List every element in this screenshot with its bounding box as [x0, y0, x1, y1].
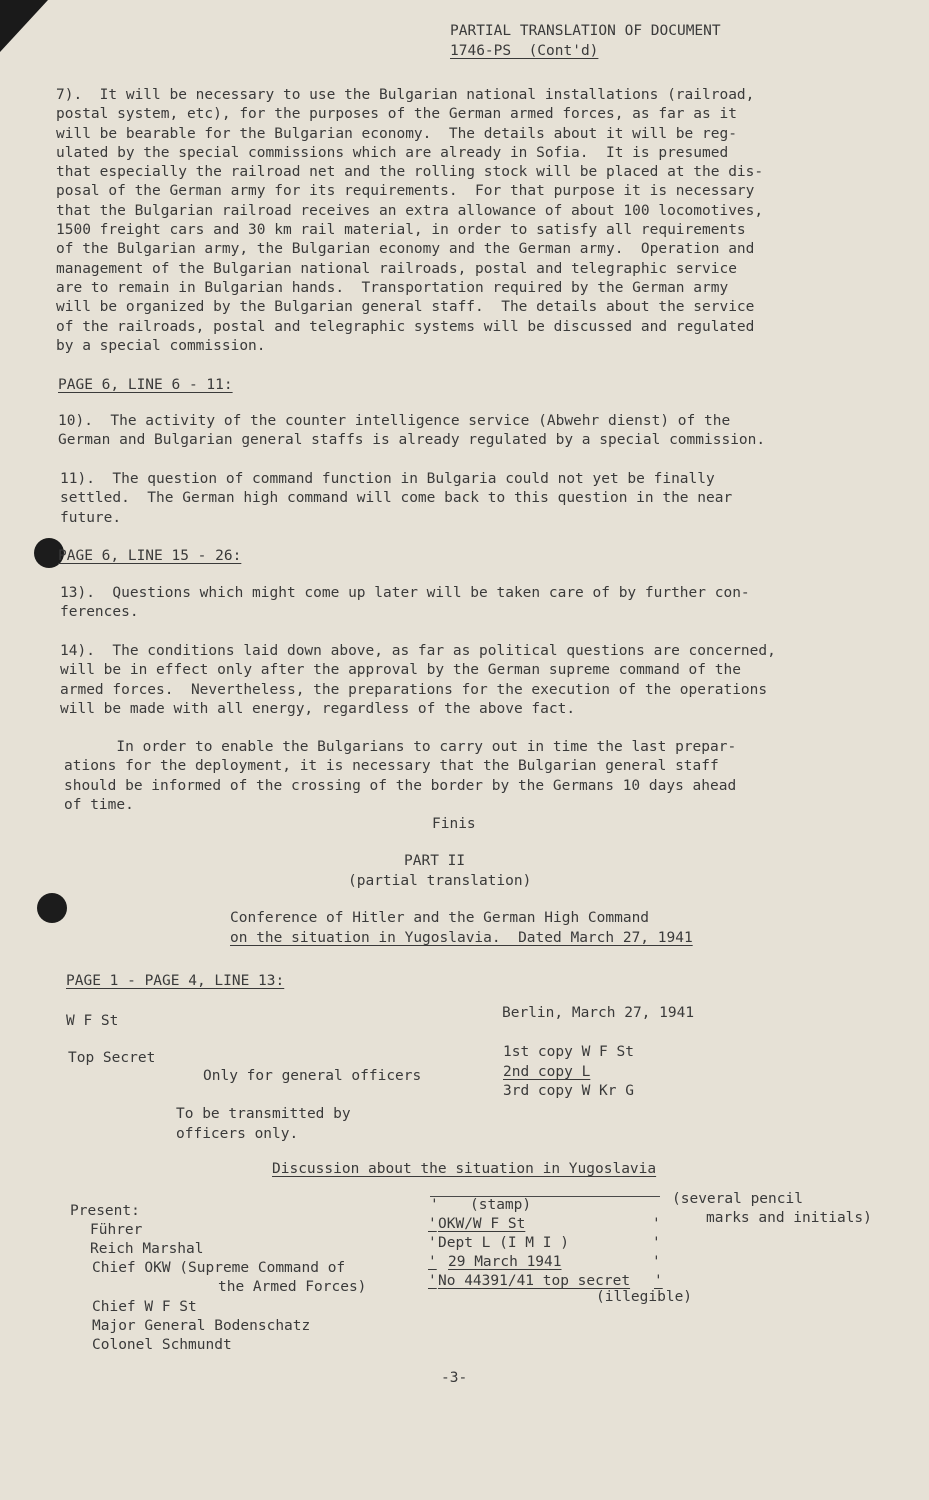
stamp-quote: '	[654, 1273, 663, 1289]
transmission-note-line1: To be transmitted by	[176, 1106, 351, 1122]
pencil-note-line2: marks and initials)	[706, 1210, 872, 1226]
classification: Top Secret	[68, 1050, 156, 1066]
stamp-quote: '	[652, 1254, 661, 1270]
stamp-quote: '	[428, 1273, 437, 1289]
place-date: Berlin, March 27, 1941	[502, 1005, 695, 1021]
section-heading-page6-line6: PAGE 6, LINE 6 - 11:	[58, 377, 233, 393]
stamp-quote: '	[428, 1235, 437, 1251]
attendee: Chief OKW (Supreme Command of	[92, 1260, 346, 1276]
attendee: Major General Bodenschatz	[92, 1318, 311, 1334]
conference-title-line1: Conference of Hitler and the German High Command	[230, 910, 650, 926]
stamp-office: OKW/W F St	[438, 1216, 526, 1232]
section-heading-page1: PAGE 1 - PAGE 4, LINE 13:	[66, 973, 285, 989]
stamp-quote: '	[430, 1197, 439, 1213]
stamp-top-rule	[430, 1196, 660, 1197]
punch-hole-lower	[37, 893, 67, 923]
header-document-number: 1746-PS (Cont'd)	[450, 43, 599, 59]
pencil-note-line1: (several pencil	[672, 1191, 803, 1207]
conference-title-line2: on the situation in Yugoslavia. Dated March 27, 1941	[230, 930, 693, 946]
stamp-number: No 44391/41 top secret	[438, 1273, 631, 1289]
stamp-date: 29 March 1941	[448, 1254, 562, 1270]
finis: Finis	[432, 816, 476, 832]
paragraph-11: 11). The question of command function in Bulgaria could not yet be finally settled. The German high command will come back to this question in the near future.	[60, 471, 733, 526]
part-subtitle: (partial translation)	[348, 873, 532, 889]
distribution-note: Only for general officers	[203, 1068, 422, 1084]
stamp-quote: '	[652, 1235, 661, 1251]
stamp-quote: '	[428, 1254, 437, 1270]
illegible-note: (illegible)	[596, 1289, 693, 1305]
paragraph-deployment: In order to enable the Bulgarians to carry out in time the last prepar- ations for the deployment, it is necessary that the Bulgarian general staff should be informed of the crossing of the border by the Germans 10 days ahead of time.	[64, 739, 737, 813]
copy-1: 1st copy W F St	[503, 1044, 634, 1060]
present-label: Present:	[70, 1203, 140, 1219]
stamp-quote: '	[428, 1216, 437, 1232]
attendee-continuation: the Armed Forces)	[218, 1279, 367, 1295]
attendee: Chief W F St	[92, 1299, 197, 1315]
paragraph-10: 10). The activity of the counter intelligence service (Abwehr dienst) of the German and Bulgarian general staffs is already regulated by a special commission.	[58, 413, 766, 449]
discussion-heading: Discussion about the situation in Yugoslavia	[272, 1161, 657, 1177]
stamp-label: (stamp)	[470, 1197, 532, 1213]
attendee: Colonel Schmundt	[92, 1337, 232, 1353]
stamp-quote: '	[652, 1216, 661, 1232]
header-title: PARTIAL TRANSLATION OF DOCUMENT	[450, 23, 721, 39]
attendee: Reich Marshal	[90, 1241, 204, 1257]
page-number: -3-	[441, 1370, 468, 1386]
attendee: Führer	[90, 1222, 143, 1238]
copy-3: 3rd copy W Kr G	[503, 1083, 634, 1099]
corner-shadow	[0, 0, 48, 52]
office-code: W F St	[66, 1013, 119, 1029]
stamp-dept: Dept L (I M I )	[438, 1235, 569, 1251]
paragraph-14: 14). The conditions laid down above, as far as political questions are concerned, will be in effect only after the approval by the German supreme command of the armed forces. Nevertheless, the preparations for the execution of the operations will be made with all energy, regardless of the above fact.	[60, 643, 776, 717]
paragraph-7: 7). It will be necessary to use the Bulgarian national installations (railroad, postal system, etc), for the purposes of the German armed forces, as far as it will be bearable for the Bulgarian economy. The details about it will be reg- ulated by the special commissions which are already in Sofia. It is presumed that especially the railroad net and the rolling stock will be placed at the dis- posal of the German army for its requirements. For that purpose it is necessary that the Bulgarian railroad receives an extra allowance of about 100 locomotives, 1500 freight cars and 30 km rail material, in order to satisfy all requirements of the Bulgarian army, the Bulgarian economy and the German army. Operation and management of the Bulgarian national railroads, postal and telegraphic service are to remain in Bulgarian hands. Transportation required by the German army will be organized by the Bulgarian general staff. The details about the service of the railroads, postal and telegraphic systems will be discussed and regulated by a special commission.	[56, 87, 764, 354]
copy-2: 2nd copy L	[503, 1064, 591, 1080]
part-title: PART II	[404, 853, 466, 869]
paragraph-13: 13). Questions which might come up later will be taken care of by further con- ferences.	[60, 585, 750, 621]
section-heading-page6-line15: PAGE 6, LINE 15 - 26:	[58, 548, 242, 564]
transmission-note-line2: officers only.	[176, 1126, 299, 1142]
